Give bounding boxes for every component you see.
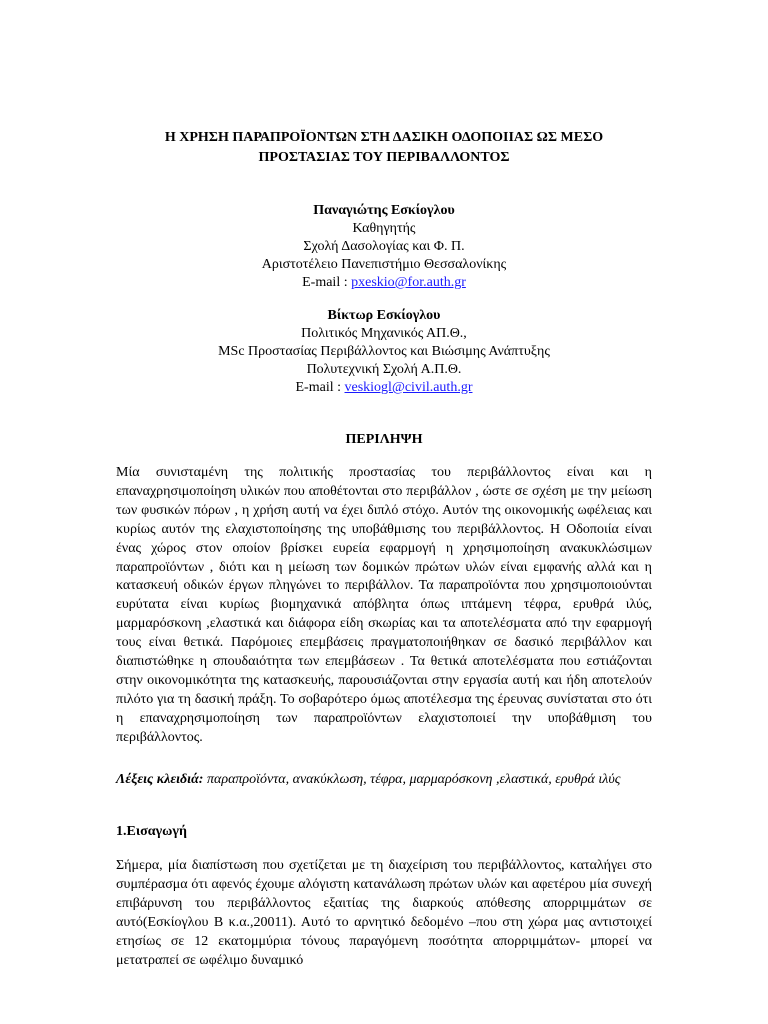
author-block-1 [60,202,708,292]
title-line-1: Η ΧΡΗΣΗ ΠΑΡΑΠΡΟΪΟΝΤΩΝ ΣΤΗ ΔΑΣΙΚΗ ΟΔΟΠΟΙΙΑΣ ΩΣ ΜΕΣΟ [164,130,604,145]
author-school: Πολυτεχνική Σχολή Α.Π.Θ. [306,362,462,377]
keywords-text: παραπροϊόντα, ανακύκλωση, τέφρα, μαρμαρόσκονη ,ελαστικά, ερυθρά ιλύς [203,772,621,787]
author-role: Καθηγητής [352,221,416,236]
author-email-line [60,379,708,397]
paper-title [60,128,708,168]
introduction-paragraph: Σήμερα, μία διαπίστωση που σχετίζεται με τη διαχείριση του περιβάλλοντος, καταλήγει στο συμπέρασμα ότι αφενός έχουμε αλόγιστη κατανάλωση πρώτων υλών και αφετέρου μία συνεχή επιβάρυνση του περιβάλλοντος εξαιτίας της διαρκούς απόθεσης απορριμμάτων σε αυτό(Εσκίογλου Β κ.α.,20011). Αυτό το αρνητικό δεδομένο –που στη χώρα μας αντιστοιχεί ετησίως σε 12 εκατομμύρια τόνους παραγόμενη ποσότητα απορριμμάτων- μπορεί να μετατραπεί σε ωφέλιμο δυναμικό [116,858,652,968]
author-name: Βίκτωρ Εσκίογλου [327,308,441,323]
author-school: Σχολή Δασολογίας και Φ. Π. [303,239,465,254]
abstract-heading: ΠΕΡΙΛΗΨΗ [345,432,423,447]
section-heading-introduction: 1.Εισαγωγή [116,824,187,839]
author-university: Αριστοτέλειο Πανεπιστήμιο Θεσσαλονίκης [261,257,507,272]
email-link[interactable]: pxeskio@for.auth.gr [351,275,466,290]
author-email-line [60,274,708,292]
email-label: E-mail : [302,275,352,290]
author-degree: MSc Προστασίας Περιβάλλοντος και Βιώσιμης Ανάπτυξης [218,344,550,359]
title-line-2: ΠΡΟΣΤΑΣΙΑΣ ΤΟΥ ΠΕΡΙΒΑΛΛΟΝΤΟΣ [258,150,510,165]
email-label: E-mail : [295,380,345,395]
keywords-line [116,770,652,789]
author-block-2 [60,307,708,397]
author-name: Παναγιώτης Εσκίογλου [313,203,455,218]
email-link[interactable]: veskiogl@civil.auth.gr [344,380,473,395]
abstract-paragraph: Μία συνισταμένη της πολιτικής προστασίας του περιβάλλοντος είναι και η επαναχρησιμοποίηση υλικών που αποθέτονται στο περιβάλλον , ώστε σε σχέση με την μείωση των φυσικών πόρων , η χρήση αυτή να έχει διπλό στόχο. Αυτόν της οικονομικής ωφέλειας και κυρίως αυτόν της ελαχιστοποίησης της υποβάθμισης του περιβάλλοντος. Η Οδοποιία είναι ένας χώρος στον οποίον βρίσκει ευρεία εφαρμογή η χρησιμοποίηση ανακυκλώσιμων παραπροϊόντων , διότι και η μείωση των δομικών πρώτων υλών είναι εμφανής αλλά και η κατασκευή οδικών έργων πληγώνει το περιβάλλον. Τα παραπροϊόντα που χρησιμοποιούνται ευρύτατα είναι κυρίως βιομηχανικά απόβλητα όπως ιπτάμενη τέφρα, ερυθρά ιλύς, μαρμαρόσκονη ,ελαστικά και διάφορα είδη σκωρίας και τα αποτελέσματα από την εφαρμογή τους είναι θετικά. Παρόμοιες επεμβάσεις πραγματοποιήθηκαν σε δασικό περιβάλλον και διαπιστώθηκε η σπουδαιότητα των επεμβάσεων . Τα θετικά αποτελέσματα που εστιάζονται στην οικονομικότητα της κατασκευής, παρουσιάζονται στην εργασία αυτή και ήδη αποτελούν πιλότο για τη δασική πράξη. Το σοβαρότερο όμως αποτέλεσμα της έρευνας συνίσταται στο ότι η επαναχρησιμοποίηση των παραπροϊόντων ελαχιστοποιεί την υποβάθμιση του περιβάλλοντος. [116,465,652,745]
keywords-label: Λέξεις κλειδιά: [116,772,204,787]
author-role: Πολιτικός Μηχανικός ΑΠ.Θ., [301,326,467,341]
